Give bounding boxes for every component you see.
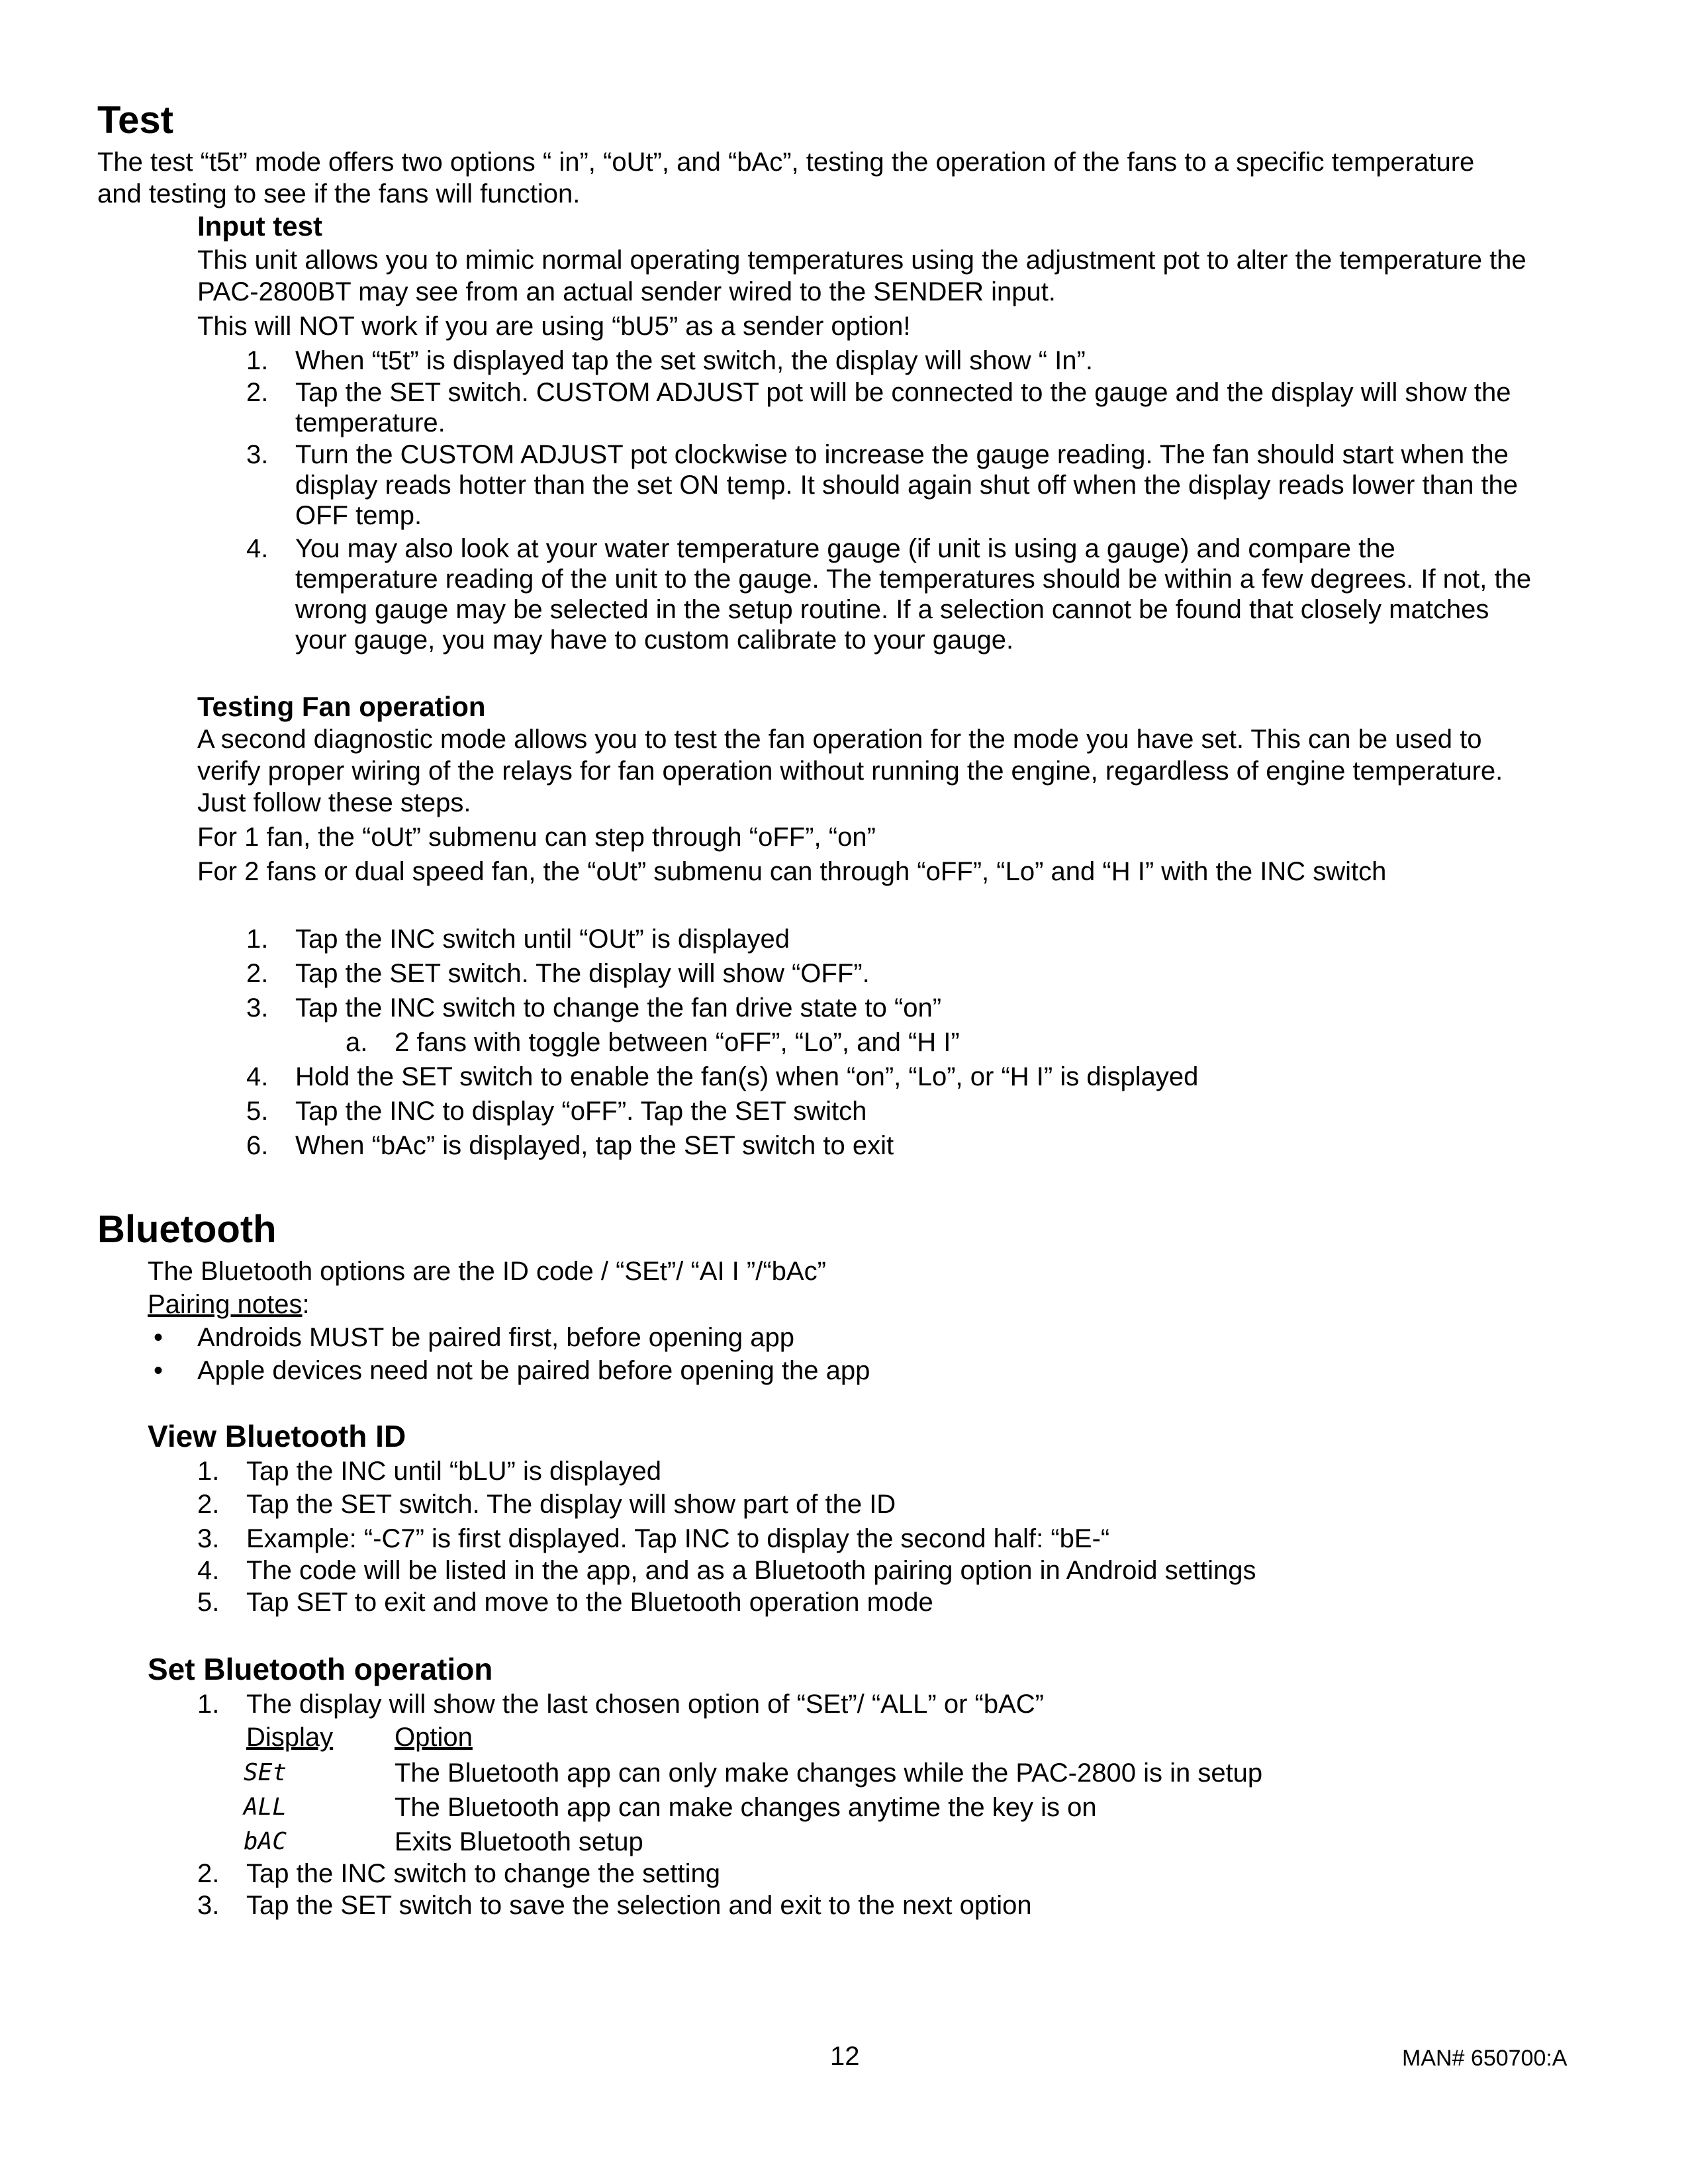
substep-letter: a. [346, 1028, 368, 1057]
fan-test-p1-line2: verify proper wiring of the relays for fan operation without running the engine, regardless of engine temperature. [197, 756, 1503, 786]
table-header-option: Option [395, 1723, 473, 1752]
option-description: The Bluetooth app can make changes anytime the key is on [395, 1793, 1097, 1822]
pairing-bullet: Androids MUST be paired first, before opening app [197, 1323, 795, 1352]
test-heading: Test [97, 99, 173, 142]
step-number: 1. [246, 346, 269, 375]
table-header-display: Display [246, 1723, 334, 1752]
pairing-bullet: Apple devices need not be paired before opening the app [197, 1356, 870, 1385]
step-text: Tap the SET switch to save the selection and exit to the next option [246, 1891, 1032, 1920]
step-number: 5. [246, 1097, 269, 1126]
step-number: 3. [246, 440, 269, 469]
step-number: 1. [246, 925, 269, 954]
step-text: Tap the INC switch to change the fan drive state to “on” [295, 993, 942, 1023]
step-number: 4. [197, 1556, 220, 1585]
step-number: 5. [197, 1588, 220, 1617]
step-number: 6. [246, 1131, 269, 1160]
view-bluetooth-id-heading: View Bluetooth ID [148, 1419, 406, 1453]
bullet-icon: • [154, 1323, 164, 1352]
step-text: Example: “-C7” is first displayed. Tap INC to display the second half: “bE-“ [246, 1524, 1110, 1553]
step-text: The code will be listed in the app, and as a Bluetooth pairing option in Android settings [246, 1556, 1256, 1585]
step-text: temperature reading of the unit to the gauge. The temperatures should be within a few degrees. If not, the [295, 565, 1532, 594]
substep-text: 2 fans with toggle between “oFF”, “Lo”, and “H I” [395, 1028, 960, 1057]
step-number: 2. [197, 1859, 220, 1888]
step-text: Tap the INC to display “oFF”. Tap the SET switch [295, 1097, 867, 1126]
input-test-heading: Input test [197, 210, 322, 242]
step-text: Turn the CUSTOM ADJUST pot clockwise to increase the gauge reading. The fan should start when the [295, 440, 1509, 469]
step-text: Tap SET to exit and move to the Bluetooth operation mode [246, 1588, 933, 1617]
display-code: ALL [244, 1794, 287, 1821]
display-code: bAC [244, 1828, 287, 1855]
step-text: Tap the SET switch. CUSTOM ADJUST pot will be connected to the gauge and the display will show the [295, 378, 1511, 407]
step-number: 3. [197, 1524, 220, 1553]
test-intro-line2: and testing to see if the fans will function. [97, 179, 581, 208]
step-text: Tap the INC switch to change the setting [246, 1859, 720, 1888]
step-number: 2. [197, 1490, 220, 1519]
bullet-icon: • [154, 1356, 164, 1385]
step-text: Tap the SET switch. The display will show “OFF”. [295, 959, 870, 988]
manual-number: MAN# 650700:A [1402, 2046, 1568, 2071]
step-text: display reads hotter than the set ON temp. It should again shut off when the display reads lower than the [295, 471, 1519, 500]
step-text: The display will show the last chosen option of “SEt”/ “ALL” or “bAC” [246, 1690, 1044, 1719]
step-text: Hold the SET switch to enable the fan(s) when “on”, “Lo”, or “H I” is displayed [295, 1062, 1199, 1091]
fan-test-one-fan: For 1 fan, the “oUt” submenu can step through “oFF”, “on” [197, 823, 876, 852]
step-text: You may also look at your water temperature gauge (if unit is using a gauge) and compare the [295, 534, 1395, 563]
step-text: Tap the INC until “bLU” is displayed [246, 1457, 661, 1486]
page-number: 12 [830, 2042, 860, 2071]
step-number: 2. [246, 378, 269, 407]
fan-test-heading: Testing Fan operation [197, 691, 486, 722]
fan-test-two-fans: For 2 fans or dual speed fan, the “oUt” submenu can through “oFF”, “Lo” and “H I” with the INC switch [197, 857, 1387, 886]
bluetooth-options: The Bluetooth options are the ID code / “SEt”/ “AI I ”/“bAc” [148, 1257, 826, 1286]
step-number: 1. [197, 1457, 220, 1486]
step-number: 1. [197, 1690, 220, 1719]
pairing-notes-label: Pairing notes: [148, 1290, 310, 1319]
step-text: When “bAc” is displayed, tap the SET switch to exit [295, 1131, 894, 1160]
step-text: your gauge, you may have to custom calibrate to your gauge. [295, 625, 1014, 655]
fan-test-p1-line1: A second diagnostic mode allows you to test the fan operation for the mode you have set. This can be used to [197, 725, 1482, 754]
option-description: The Bluetooth app can only make changes while the PAC-2800 is in setup [395, 1758, 1263, 1788]
set-bluetooth-operation-heading: Set Bluetooth operation [148, 1652, 493, 1686]
input-test-p1-line2: PAC-2800BT may see from an actual sender wired to the SENDER input. [197, 277, 1056, 306]
step-number: 4. [246, 1062, 269, 1091]
bluetooth-heading: Bluetooth [97, 1208, 277, 1251]
step-text: wrong gauge may be selected in the setup routine. If a selection cannot be found that closely matches [295, 595, 1489, 624]
step-text: temperature. [295, 408, 445, 437]
step-number: 3. [197, 1891, 220, 1920]
input-test-p1-line1: This unit allows you to mimic normal operating temperatures using the adjustment pot to alter the temperature the [197, 246, 1526, 275]
step-text: OFF temp. [295, 501, 422, 530]
step-text: When “t5t” is displayed tap the set switch, the display will show “ In”. [295, 346, 1093, 375]
step-number: 3. [246, 993, 269, 1023]
test-intro-line1: The test “t5t” mode offers two options “ in”, “oUt”, and “bAc”, testing the operation of the fans to a specific temperature [97, 148, 1475, 177]
step-text: Tap the INC switch until “OUt” is displayed [295, 925, 790, 954]
step-number: 4. [246, 534, 269, 563]
step-text: Tap the SET switch. The display will show part of the ID [246, 1490, 896, 1519]
fan-test-p1-line3: Just follow these steps. [197, 788, 471, 817]
display-code: SEt [244, 1759, 287, 1786]
step-number: 2. [246, 959, 269, 988]
input-test-p2: This will NOT work if you are using “bU5” as a sender option! [197, 312, 911, 341]
option-description: Exits Bluetooth setup [395, 1827, 643, 1856]
